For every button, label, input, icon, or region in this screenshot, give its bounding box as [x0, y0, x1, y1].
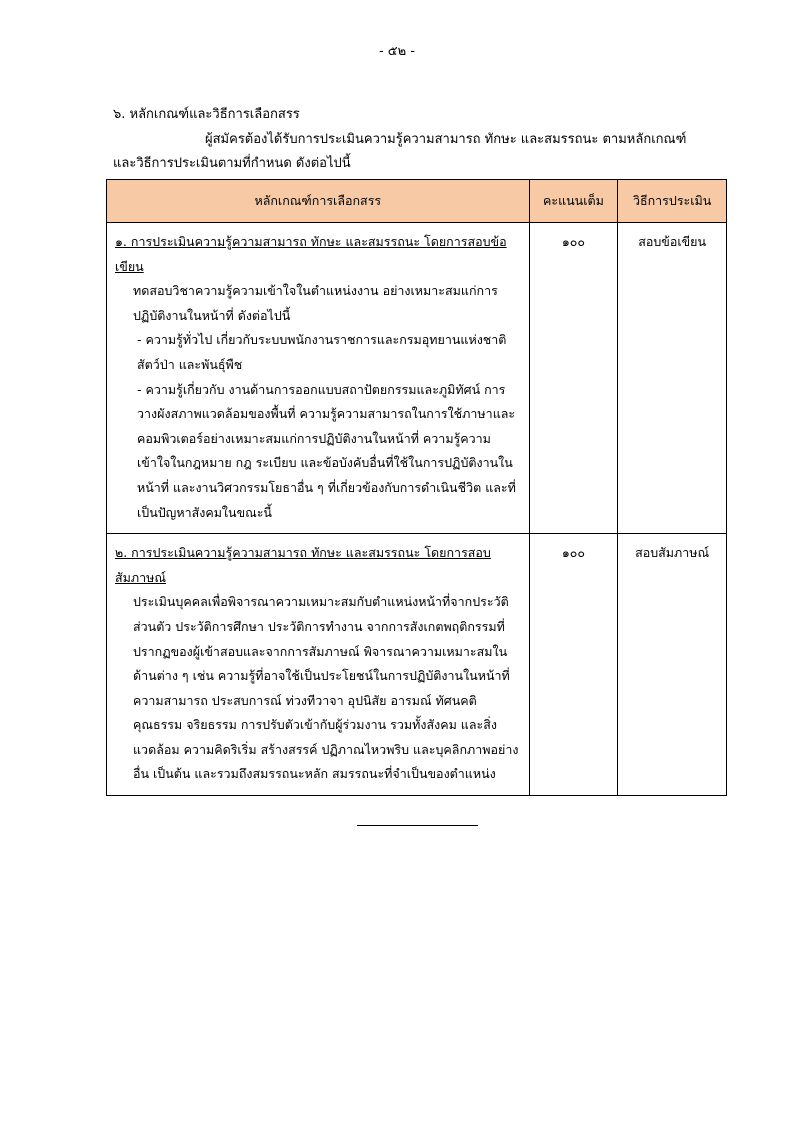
item-bullet: - ความรู้ทั่วไป เกี่ยวกับระบบพนักงานราชการและกรมอุทยานแห่งชาติ สัตว์ป่า และพันธุ์พืช	[137, 332, 507, 372]
criteria-cell	[107, 534, 530, 796]
table-row	[107, 223, 727, 534]
footer-rule	[357, 825, 478, 826]
criteria-cell	[107, 223, 530, 534]
section-heading: ๖. หลักเกณฑ์และวิธีการเลือกสรร	[113, 107, 300, 122]
item-bullet: - ความรู้เกี่ยวกับ งานด้านการออกแบบสถาปัตยกรรมและภูมิทัศน์ การวางผังสภาพแวดล้อมของพื้นที่ ความรู้ความสามารถในการใช้ภาษาและคอมพิวเตอร์อย่างเหมาะสมแก่การปฏิบัติงานในหน้าที่ ความรู้ความเข้าใจในกฎหมาย กฎ ระเบียบ และข้อบังคับอื่นที่ใช้ในการปฏิบัติงานในหน้าที่ และงานวิศวกรรมโยธาอื่น ๆ ที่เกี่ยวข้องกับการดำเนินชีวิต และที่เป็นปัญหาสังคมในขณะนี้	[137, 381, 516, 520]
item-intro: ประเมินบุคคลเพื่อพิจารณาความเหมาะสมกับตำแหน่งหน้าที่จากประวัติส่วนตัว ประวัติการศึกษา ประวัติการทำงาน จากการสังเกตพฤติกรรมที่ปรากฏของผู้เข้าสอบและจากการสัมภาษณ์ พิจารณาความเหมาะสมในด้านต่าง ๆ เช่น ความรู้ที่อาจใช้เป็นประโยชน์ในการปฏิบัติงานในหน้าที่ ความสามารถ ประสบการณ์ ท่วงทีวาจา อุปนิสัย อารมณ์ ทัศนคติ คุณธรรม จริยธรรม การปรับตัวเข้ากับผู้ร่วมงาน รวมทั้งสังคม และสิ่งแวดล้อม ความคิดริเริ่ม สร้างสรรค์ ปฏิภาณไหวพริบ และบุคลิกภาพอย่างอื่น เป็นต้น และรวมถึงสมรรถนะหลัก สมรรถนะที่จำเป็นของตำแหน่ง	[133, 594, 519, 782]
item-title: ๑. การประเมินความรู้ความสามารถ ทักษะ และสมรรถนะ โดยการสอบข้อเขียน	[115, 234, 507, 274]
section-intro	[113, 128, 713, 176]
item-intro: ทดสอบวิชาความรู้ความเข้าใจในตำแหน่งงาน อย่างเหมาะสมแก่การปฏิบัติงานในหน้าที่ ดังต่อไปนี้	[133, 283, 498, 323]
score-cell: ๑๐๐	[529, 223, 618, 534]
score-cell: ๑๐๐	[529, 534, 618, 796]
table-row	[107, 534, 727, 796]
item-title: ๒. การประเมินความรู้ความสามารถ ทักษะ และสมรรถนะ โดยการสอบสัมภาษณ์	[115, 545, 491, 585]
intro-line-2: และวิธีการประเมินตามที่กำหนด ดังต่อไปนี้	[113, 156, 351, 171]
method-cell: สอบข้อเขียน	[618, 223, 727, 534]
intro-line-1: ผู้สมัครต้องได้รับการประเมินความรู้ความสามารถ ทักษะ และสมรรถนะ ตามหลักเกณฑ์	[205, 132, 687, 147]
method-cell: สอบสัมภาษณ์	[618, 534, 727, 796]
header-criteria: หลักเกณฑ์การเลือกสรร	[107, 180, 530, 223]
header-score: คะแนนเต็ม	[529, 180, 618, 223]
page-number: - ๕๒ -	[378, 44, 416, 59]
criteria-table	[106, 179, 727, 796]
table-header-row	[107, 180, 727, 223]
header-method: วิธีการประเมิน	[618, 180, 727, 223]
